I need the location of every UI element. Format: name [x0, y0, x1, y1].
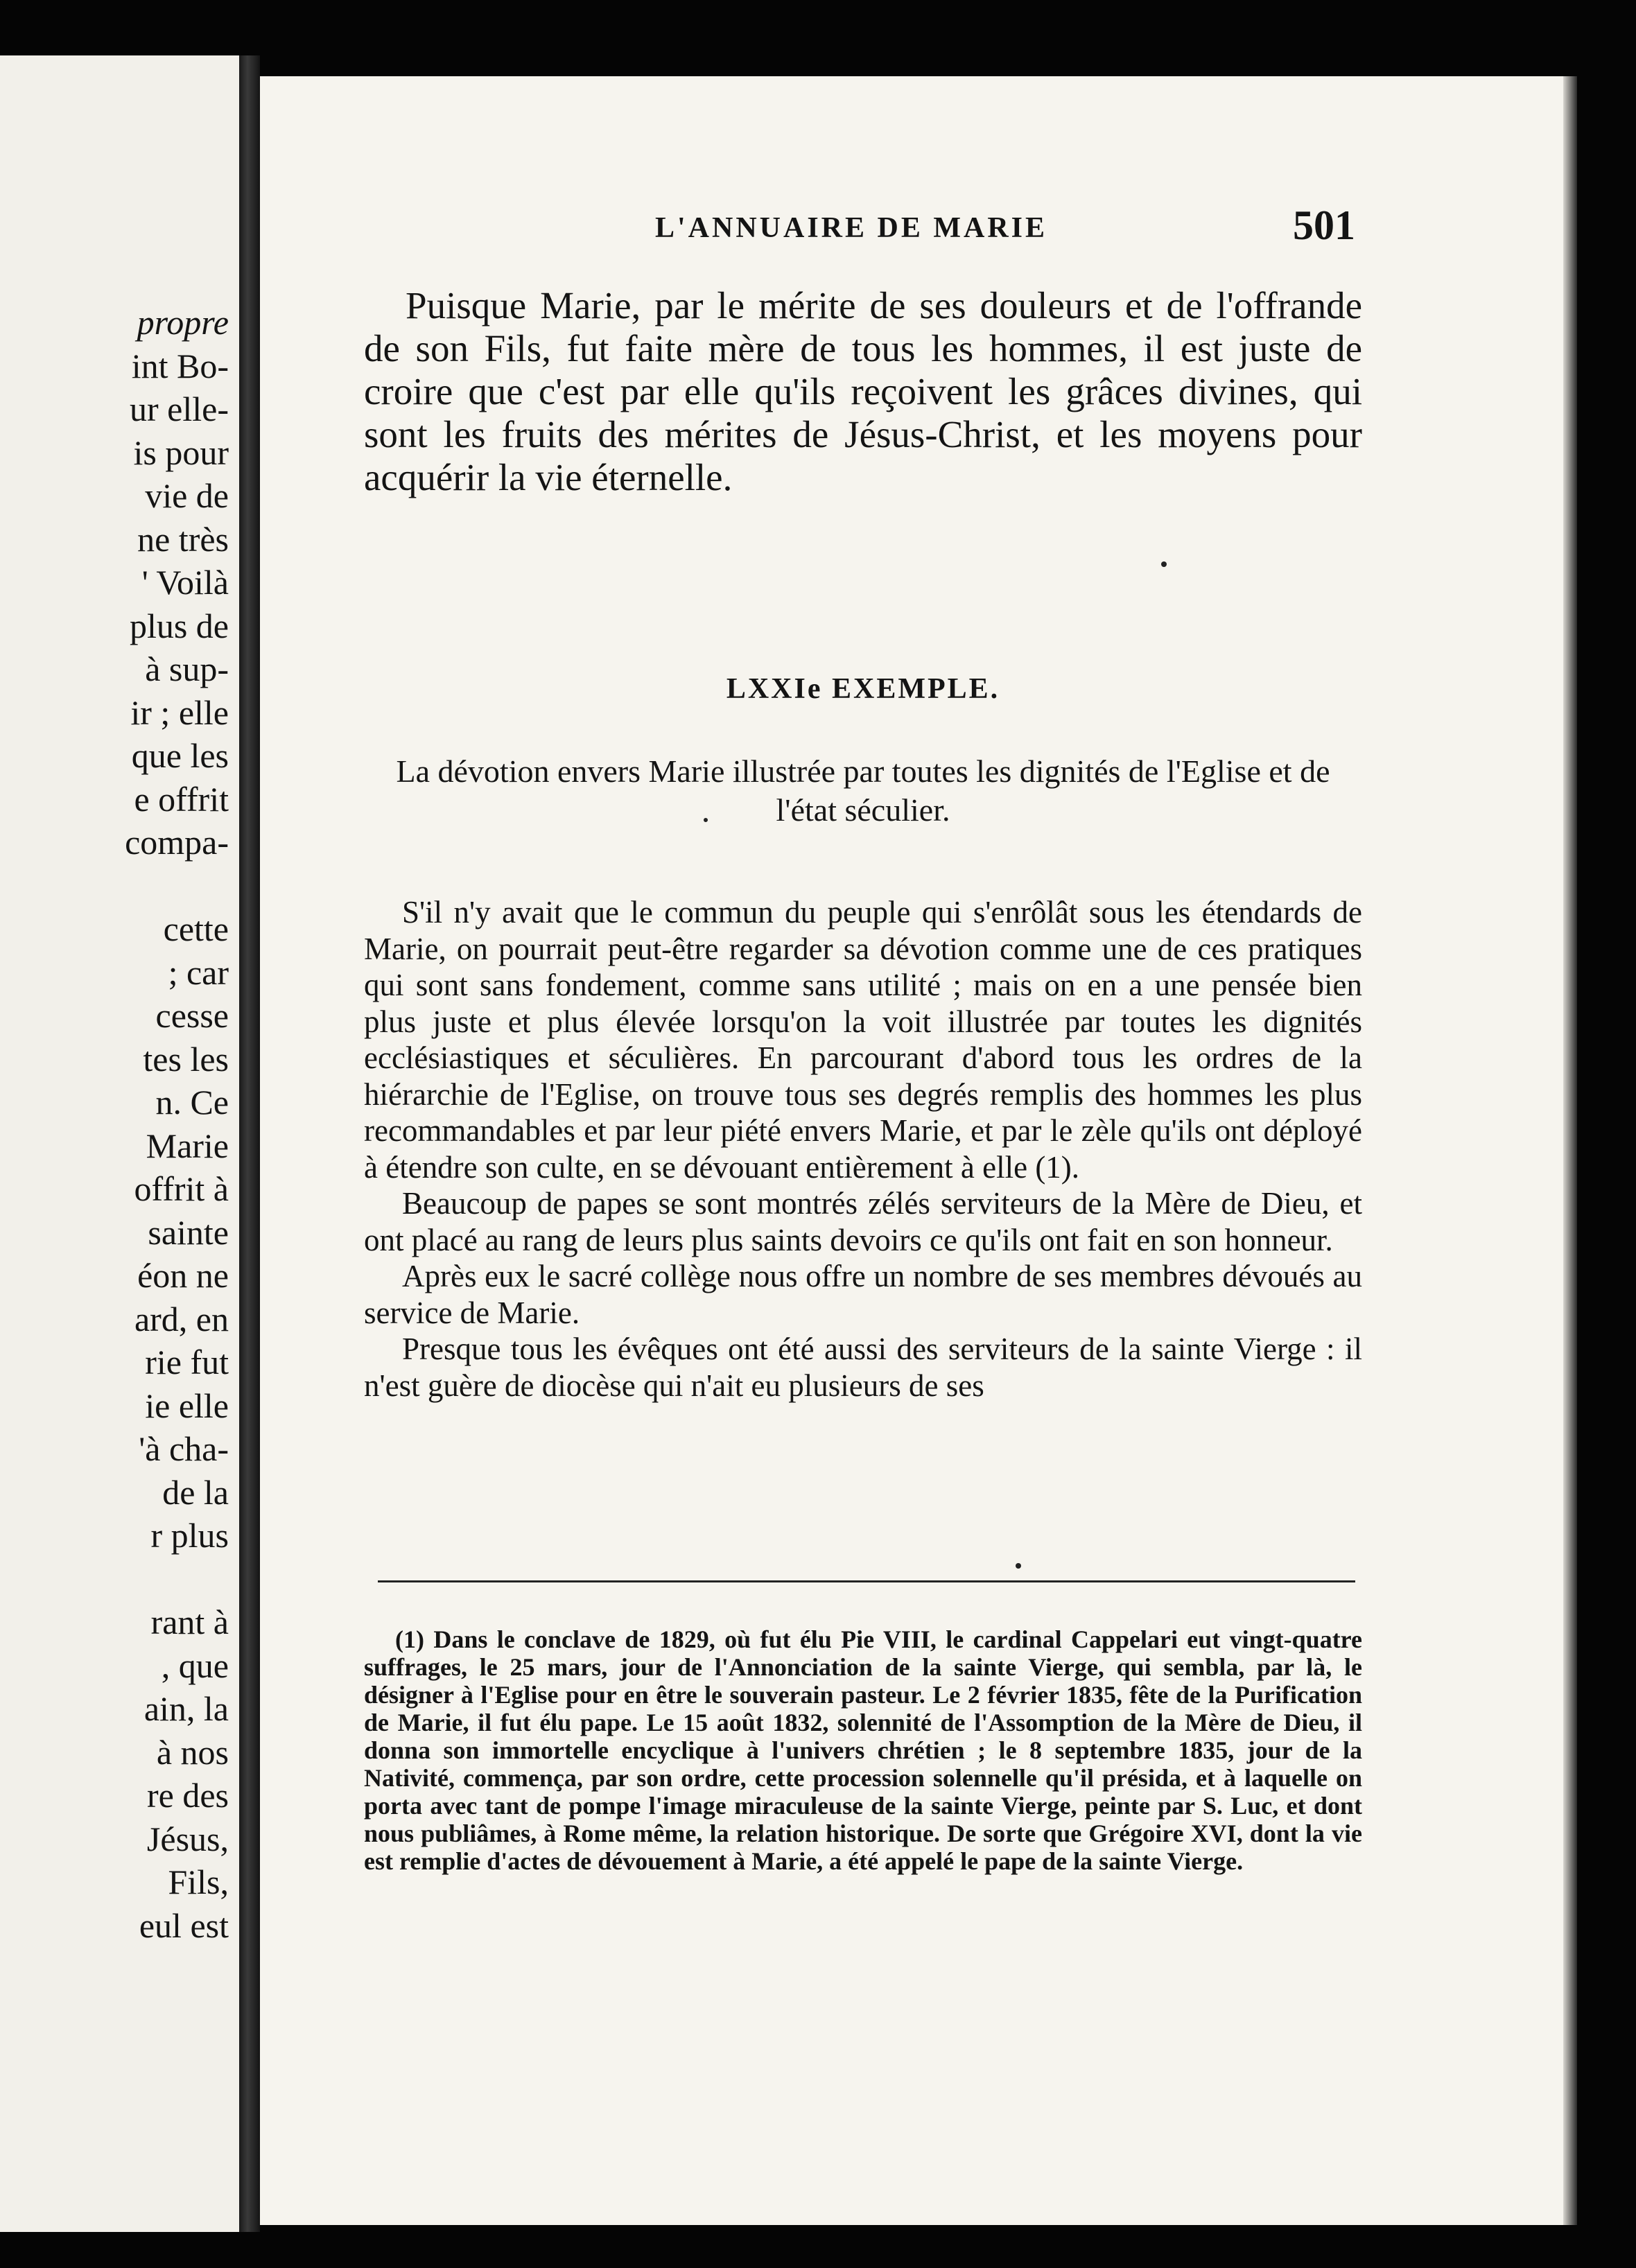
- left-page-line-fragment: ie elle: [145, 1386, 229, 1425]
- left-page-line-fragment: à nos: [156, 1732, 229, 1772]
- left-page-line-fragment: sainte: [148, 1212, 229, 1252]
- left-page-line-fragment: ; car: [168, 952, 229, 992]
- right-page: [260, 76, 1563, 2225]
- left-page-line-fragment: rant à: [150, 1603, 229, 1641]
- left-page-line-fragment: 'à cha-: [139, 1429, 229, 1468]
- intro-paragraph: Puisque Marie, par le mérite de ses douleurs et de l'offrande de son Fils, fut faite mère de tous les hommes, il est juste de croire que c'est par elle qu'ils reçoivent les grâces divines, qui sont les fruits des mérites de Jésus-Christ, et les moyens pour acquérir la vie éternelle.: [364, 284, 1362, 498]
- left-page-line-fragment: r plus: [150, 1516, 229, 1555]
- left-page: [0, 55, 239, 2232]
- ink-speck: [1016, 1563, 1021, 1569]
- ink-speck: [704, 818, 708, 822]
- example-body: [364, 894, 1362, 1404]
- ink-speck: [1161, 561, 1167, 567]
- intro-block: [364, 284, 1362, 499]
- left-page-line-fragment: cesse: [155, 996, 229, 1035]
- left-page-line-fragment: is pour: [133, 433, 229, 472]
- left-page-line-fragment: tes les: [143, 1039, 229, 1079]
- left-page-line-fragment: Jésus,: [146, 1819, 229, 1858]
- left-page-line-fragment: rie fut: [145, 1343, 229, 1381]
- left-page-line-fragment: ' Voilà: [141, 563, 229, 602]
- footnote-rule: [378, 1580, 1355, 1582]
- left-page-line-fragment: ard, en: [134, 1299, 229, 1338]
- left-page-line-fragment: que les: [131, 736, 229, 775]
- left-page-line-fragment: compa-: [125, 823, 229, 862]
- page-edge: [1563, 76, 1577, 2225]
- left-page-line-fragment: ain, la: [143, 1689, 229, 1728]
- body-paragraph: S'il n'y avait que le commun du peuple qui s'enrôlât sous les étendards de Marie, on pourrait peut-être regarder sa dévotion comme une de ces pratiques qui sont sans fondement, comme sans utilité ; mais on en a une pensée bien plus juste et plus élevée lorsqu'on la voit illustrée par toutes les dignités ecclésiastiques et séculières. En parcourant d'abord tous les ordres de la hiérarchie de l'Eglise, on trouve tous ses degrés remplis des hommes les plus recommandables et par leur piété envers Marie, et par le zèle qu'ils ont déployé à étendre son culte, en se dévouant entièrement à elle (1).: [364, 895, 1362, 1185]
- body-paragraph: Après eux le sacré collège nous offre un nombre de ses membres dévoués au service de Marie.: [364, 1259, 1362, 1330]
- left-page-line-fragment: de la: [162, 1472, 229, 1512]
- body-paragraph: Beaucoup de papes se sont montrés zélés serviteurs de la Mère de Dieu, et ont placé au rang de leurs plus saints devoirs ce qu'ils ont fait en son honneur.: [364, 1186, 1362, 1257]
- left-page-line-fragment: Marie: [146, 1126, 229, 1165]
- running-head: [260, 202, 1563, 267]
- left-page-line-fragment: eul est: [139, 1905, 229, 1945]
- left-page-line-fragment: vie de: [145, 476, 229, 515]
- example-heading: LXXIe EXEMPLE.: [726, 673, 1000, 705]
- left-page-line-fragment: à sup-: [145, 649, 229, 688]
- left-page-line-fragment: n. Ce: [155, 1083, 229, 1122]
- left-page-line-fragment: e offrit: [134, 779, 229, 819]
- body-paragraph: Presque tous les évêques ont été aussi des serviteurs de la sainte Vierge : il n'est guère de diocèse qui n'ait eu plusieurs de ses: [364, 1332, 1362, 1403]
- left-page-line-fragment: int Bo-: [131, 346, 229, 385]
- left-page-line-fragment: propre: [137, 303, 229, 342]
- left-page-line-fragment: cette: [163, 909, 229, 948]
- left-page-line-fragment: plus de: [129, 606, 229, 645]
- left-page-line-fragment: offrit à: [134, 1169, 229, 1208]
- left-page-line-fragment: ur elle-: [130, 390, 229, 428]
- left-page-line-fragment: re des: [147, 1776, 229, 1815]
- page-number: 501: [1293, 202, 1355, 248]
- left-page-line-fragment: ir ; elle: [130, 692, 229, 732]
- left-page-line-fragment: Fils,: [168, 1863, 229, 1901]
- left-page-line-fragment: , que: [161, 1646, 229, 1685]
- left-page-line-fragment: éon ne: [137, 1256, 229, 1295]
- book-gutter: [239, 55, 260, 2232]
- running-title: L'ANNUAIRE DE MARIE: [655, 212, 1048, 244]
- left-page-line-fragment: ne très: [137, 519, 229, 559]
- example-subtitle: La dévotion envers Marie illustrée par toutes les dignités de l'Eglise et de l'état séculier.: [396, 753, 1330, 828]
- footnote: (1) Dans le conclave de 1829, où fut élu Pie VIII, le cardinal Cappelari eut vingt-quatre suffrages, le 25 mars, jour de l'Annonciation de la sainte Vierge, qui sembla, par là, le désigner à l'Eglise pour en être le souverain pasteur. Le 2 février 1835, fête de la Purification de Marie, il fut élu pape. Le 15 août 1832, solennité de l'Assomption de la Mère de Dieu, il donna son immortelle encyclique à l'univers chrétien ; le 8 septembre 1835, jour de la Nativité, commença, par son ordre, cette procession solennelle qu'il présida, et à laquelle on porta avec tant de pompe l'image miraculeuse de la sainte Vierge, peinte par S. Luc, et dont nous publiâmes, à Rome même, la relation historique. De sorte que Grégoire XVI, dont la vie est remplie d'actes de dévouement à Marie, a été appelé le pape de la sainte Vierge.: [364, 1625, 1362, 1875]
